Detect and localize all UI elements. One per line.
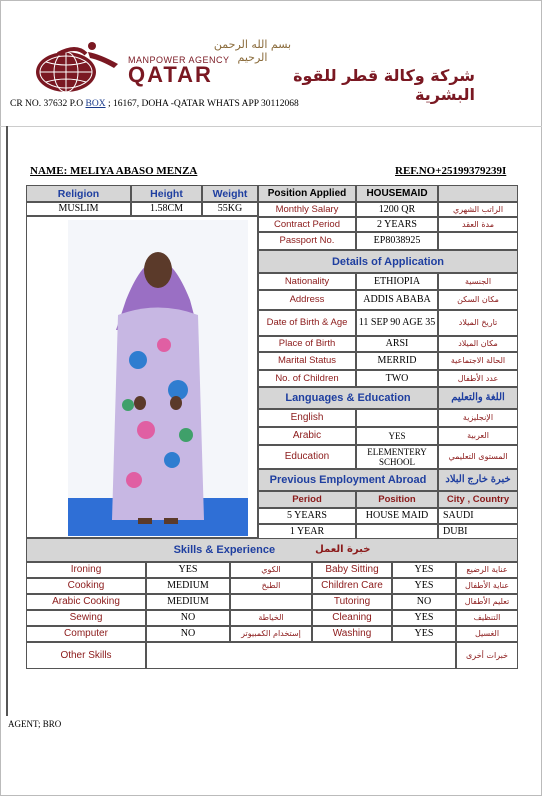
- detail-label: No. of Children: [258, 370, 356, 387]
- employment-position: HOUSE MAID: [356, 508, 438, 524]
- height-value: 1.58CM: [131, 202, 202, 216]
- language-arabic: العربية: [438, 427, 518, 445]
- skill-label: Arabic Cooking: [26, 594, 146, 610]
- contract-arabic: الراتب الشهري: [438, 202, 518, 217]
- detail-arabic: مكان السكن: [438, 290, 518, 310]
- language-arabic: المستوى التعليمي: [438, 445, 518, 469]
- position-applied-header: Position Applied: [258, 185, 356, 202]
- skill-value: NO: [146, 626, 230, 642]
- other-skills-label: Other Skills: [26, 642, 146, 669]
- skill-value: YES: [392, 610, 456, 626]
- skill-arabic: عناية الرضيع: [456, 562, 518, 578]
- skill-arabic: الطبخ: [230, 578, 312, 594]
- skills-title: Skills & Experience: [173, 544, 276, 556]
- position-header: Position: [356, 491, 438, 508]
- detail-label: Place of Birth: [258, 336, 356, 352]
- skill-value: MEDIUM: [146, 594, 230, 610]
- employment-period: 5 YEARS: [258, 508, 356, 524]
- skill-arabic: [230, 594, 312, 610]
- reference-number: REF.NO+25199379239I: [395, 165, 507, 177]
- skill-label: Baby Sitting: [312, 562, 392, 578]
- skill-arabic: إستخدام الكمبيوتر: [230, 626, 312, 642]
- detail-arabic: مكان الميلاد: [438, 336, 518, 352]
- contract-label: Monthly Salary: [258, 202, 356, 217]
- skill-value: YES: [392, 562, 456, 578]
- box-link[interactable]: BOX: [85, 99, 106, 109]
- language-value: ELEMENTERY SCHOOL: [356, 445, 438, 469]
- agent-line: AGENT; BRO: [8, 719, 62, 729]
- skill-value: YES: [392, 578, 456, 594]
- languages-title-arabic: اللغة والتعليم: [438, 387, 518, 409]
- contract-value: 2 YEARS: [356, 217, 438, 232]
- detail-label: Nationality: [258, 273, 356, 290]
- skill-value: YES: [392, 626, 456, 642]
- detail-arabic: تاريخ الميلاد: [438, 310, 518, 336]
- skill-arabic: الغسيل: [456, 626, 518, 642]
- detail-label: Marital Status: [258, 352, 356, 370]
- skill-arabic: الخياطة: [230, 610, 312, 626]
- height-header: Height: [131, 185, 202, 202]
- other-skills-value: [146, 642, 456, 669]
- contract-label: Contract Period: [258, 217, 356, 232]
- employment-country: SAUDI: [438, 508, 518, 524]
- language-label: Arabic: [258, 427, 356, 445]
- language-value: YES: [356, 427, 438, 445]
- left-margin-line: [6, 126, 8, 716]
- registration-line: [10, 99, 299, 109]
- country-header: City , Country: [438, 491, 518, 508]
- skills-title-arabic: خبرة العمل: [315, 544, 371, 555]
- cr-prefix: CR NO. 37632 P.O: [10, 99, 86, 109]
- skill-arabic: الكوي: [230, 562, 312, 578]
- agency-title: QATAR: [128, 62, 213, 87]
- weight-header: Weight: [202, 185, 258, 202]
- skill-label: Ironing: [26, 562, 146, 578]
- candidate-name: NAME: MELIYA ABASO MENZA: [30, 165, 198, 177]
- skill-value: YES: [146, 562, 230, 578]
- detail-value: MERRID: [356, 352, 438, 370]
- skill-label: Washing: [312, 626, 392, 642]
- skill-label: Computer: [26, 626, 146, 642]
- header-divider: [0, 126, 542, 127]
- detail-arabic: عدد الأطفال: [438, 370, 518, 387]
- skill-arabic: التنظيف: [456, 610, 518, 626]
- bismillah-calligraphy: بسم الله الرحمن الرحيم: [213, 38, 292, 64]
- language-label: Education: [258, 445, 356, 469]
- skill-label: Tutoring: [312, 594, 392, 610]
- detail-arabic: الحالة الاجتماعية: [438, 352, 518, 370]
- details-title: Details of Application: [258, 250, 518, 273]
- weight-value: 55KG: [202, 202, 258, 216]
- skill-label: Cooking: [26, 578, 146, 594]
- skill-value: NO: [146, 610, 230, 626]
- detail-value: ARSI: [356, 336, 438, 352]
- contract-arabic: مدة العقد: [438, 217, 518, 232]
- skill-value: NO: [392, 594, 456, 610]
- position-blank: [438, 185, 518, 202]
- detail-value: TWO: [356, 370, 438, 387]
- contract-value: 1200 QR: [356, 202, 438, 217]
- employment-title: Previous Employment Abroad: [258, 469, 438, 491]
- agency-title-arabic: شركة وكالة قطر للقوة البشرية: [293, 66, 475, 104]
- detail-value: ADDIS ABABA: [356, 290, 438, 310]
- employment-country: DUBI: [438, 524, 518, 540]
- contract-value: EP8038925: [356, 232, 438, 250]
- employment-title-arabic: خبرة خارج البلاد: [438, 469, 518, 491]
- period-header: Period: [258, 491, 356, 508]
- religion-header: Religion: [26, 185, 131, 202]
- languages-title: Languages & Education: [258, 387, 438, 409]
- skill-value: MEDIUM: [146, 578, 230, 594]
- skill-label: Cleaning: [312, 610, 392, 626]
- detail-label: Date of Birth & Age: [258, 310, 356, 336]
- detail-label: Address: [258, 290, 356, 310]
- agency-subtitle: MANPOWER AGENCY: [128, 55, 230, 65]
- skill-label: Children Care: [312, 578, 392, 594]
- skill-arabic: عناية الأطفال: [456, 578, 518, 594]
- contract-arabic: [438, 232, 518, 250]
- detail-arabic: الجنسية: [438, 273, 518, 290]
- language-arabic: الإنجليزية: [438, 409, 518, 427]
- contract-label: Passport No.: [258, 232, 356, 250]
- globe-logo-icon: [30, 40, 122, 94]
- detail-value: ETHIOPIA: [356, 273, 438, 290]
- language-value: [356, 409, 438, 427]
- employment-period: 1 YEAR: [258, 524, 356, 540]
- detail-value: 11 SEP 90 AGE 35: [356, 310, 438, 336]
- skill-arabic: تعليم الأطفال: [456, 594, 518, 610]
- skills-title-bar: [26, 538, 518, 562]
- position-value: HOUSEMAID: [356, 185, 438, 202]
- religion-value: MUSLIM: [26, 202, 131, 216]
- other-skills-arabic: خبرات أخرى: [456, 642, 518, 669]
- skill-label: Sewing: [26, 610, 146, 626]
- cr-suffix: ; 16167, DOHA -QATAR WHATS APP 30112068: [105, 99, 299, 109]
- language-label: English: [258, 409, 356, 427]
- candidate-photo: [68, 220, 248, 536]
